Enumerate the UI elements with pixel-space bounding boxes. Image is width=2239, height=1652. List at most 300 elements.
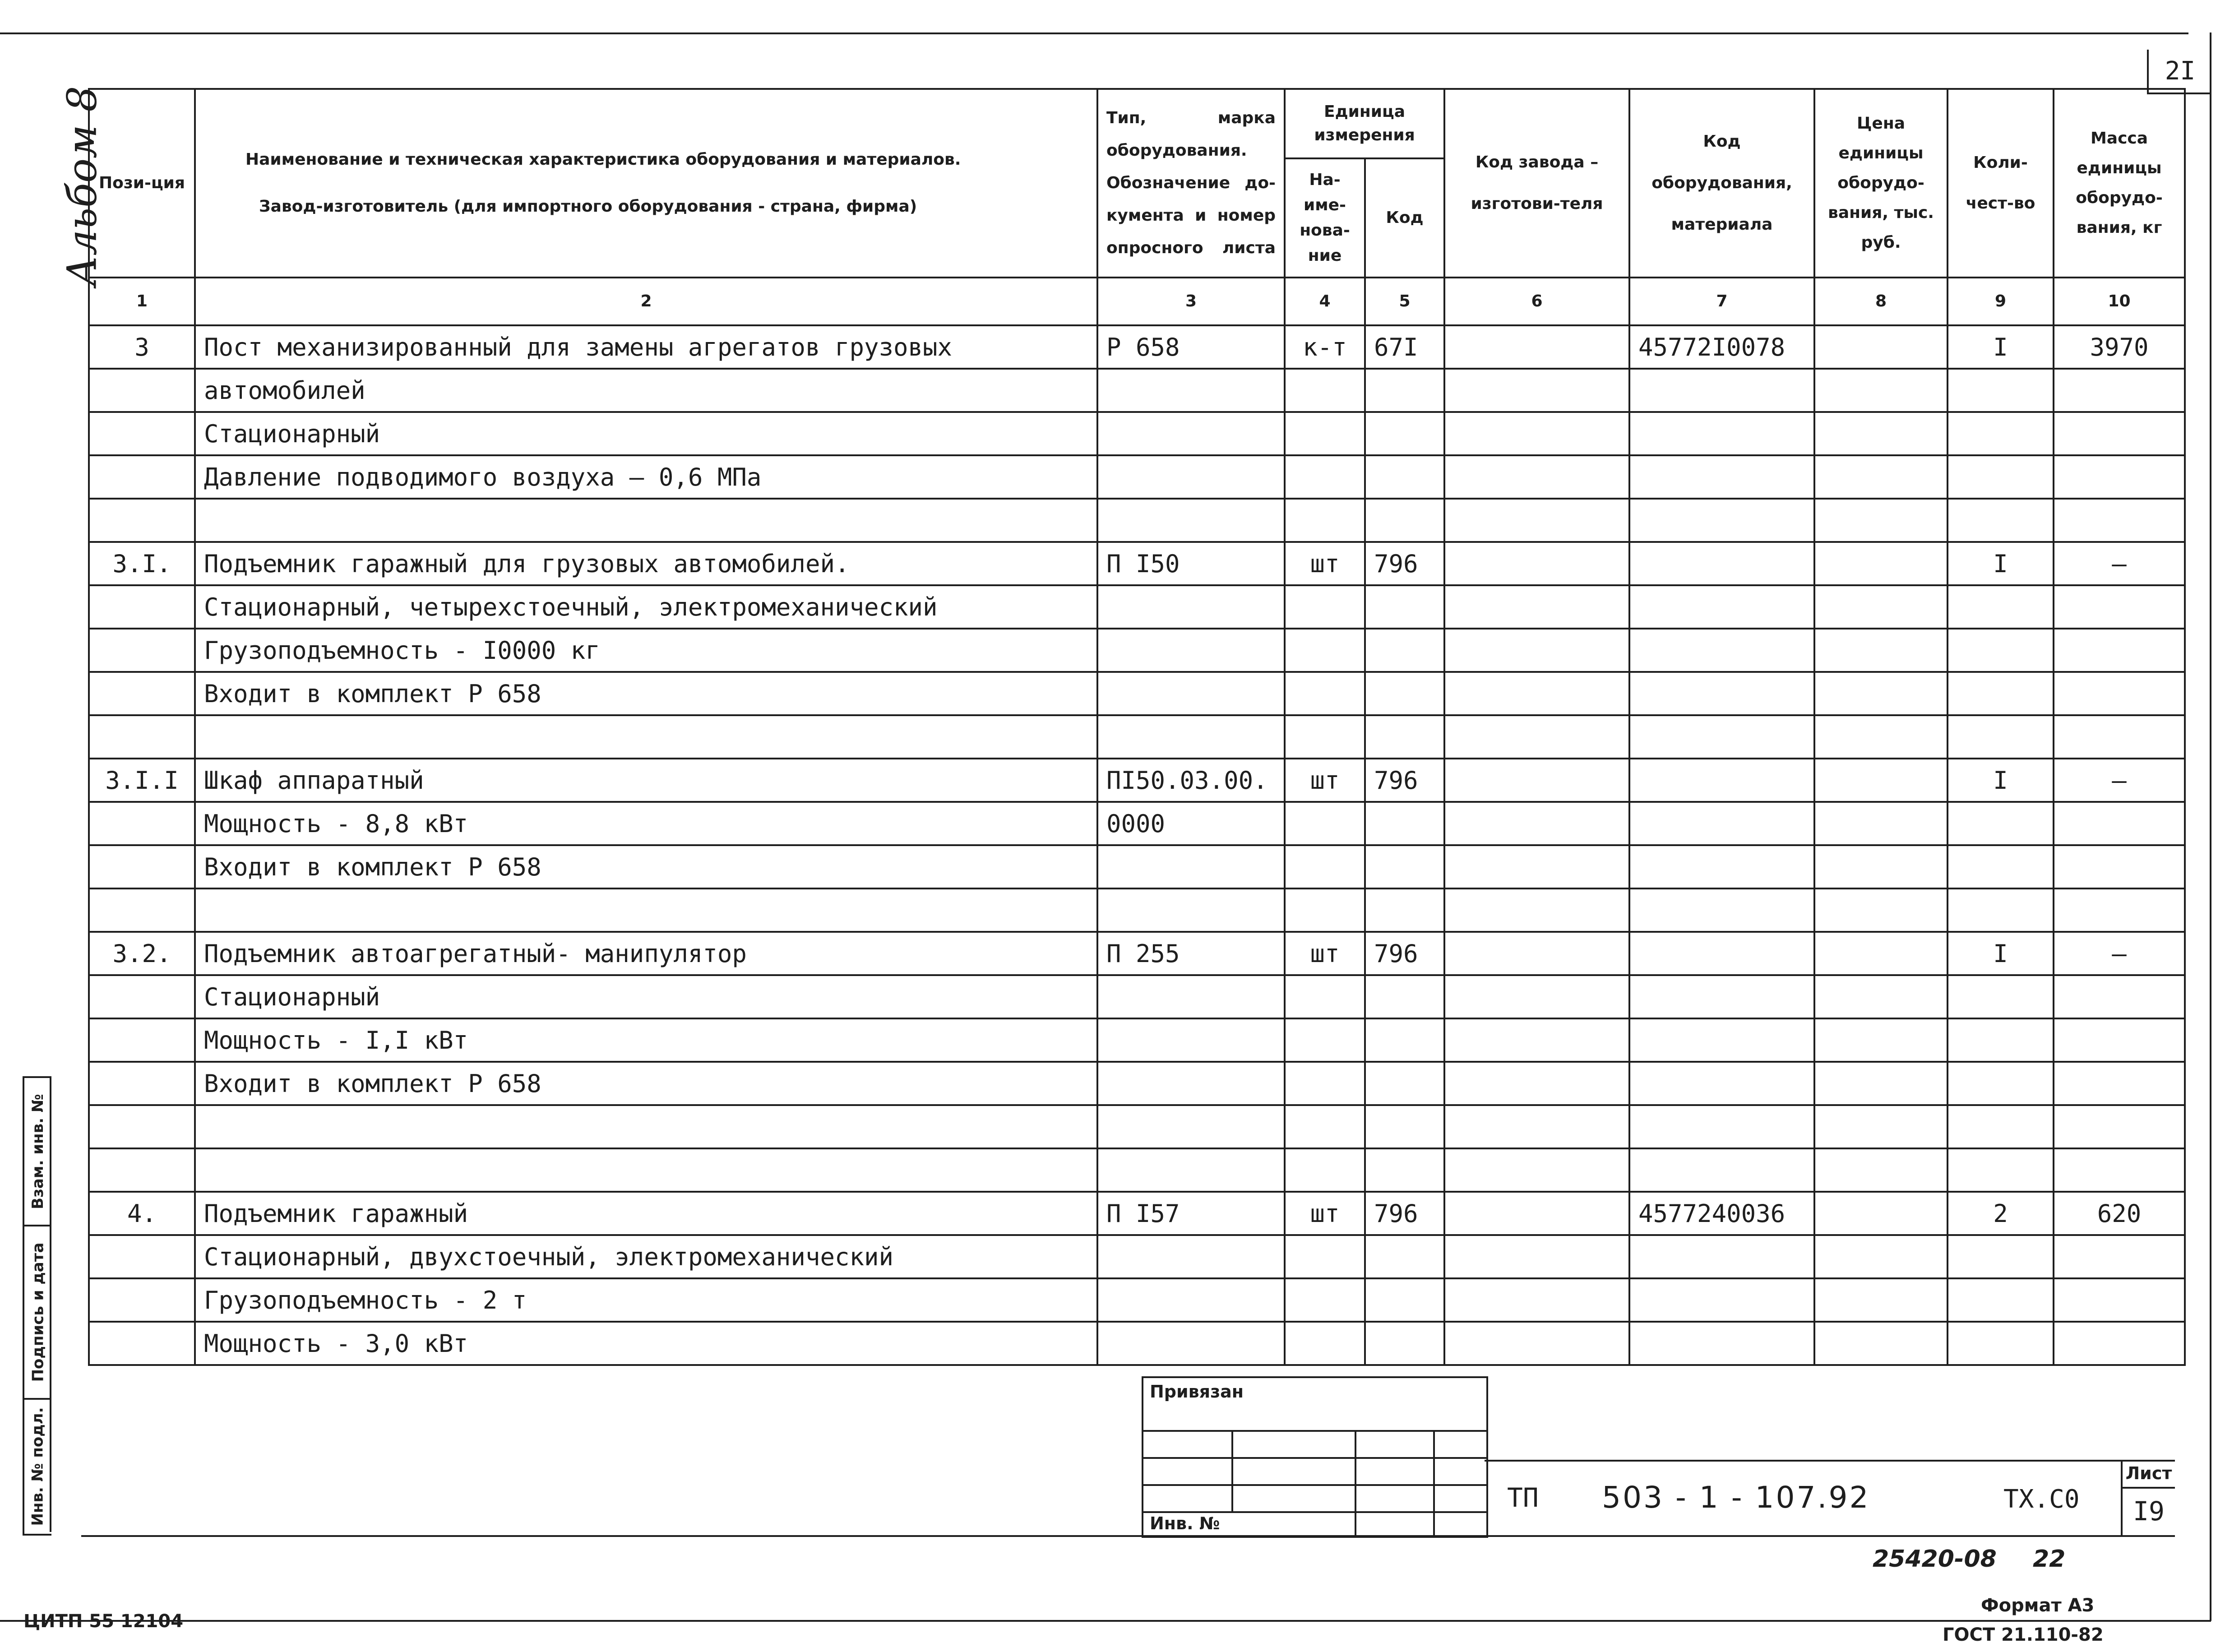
cell-price [1814, 715, 1948, 759]
cell-unit [1285, 845, 1365, 888]
cell-equipment-code [1629, 629, 1814, 672]
cell-position: 3.2. [89, 932, 195, 975]
cell-mass [2054, 845, 2185, 888]
cell-factory-code [1444, 1148, 1629, 1192]
cell-type [1097, 629, 1285, 672]
cell-name: Входит в комплект Р 658 [195, 1062, 1097, 1105]
title-block-designation: 503 - 1 - 107.92 [1602, 1480, 1870, 1515]
cell-price [1814, 325, 1948, 369]
cell-mass: 3970 [2054, 325, 2185, 369]
cell-equipment-code [1629, 1062, 1814, 1105]
cell-type: П 255 [1097, 932, 1285, 975]
cell-name: Подъемник гаражный [195, 1192, 1097, 1235]
cell-factory-code [1444, 1018, 1629, 1062]
header-name-line2: Завод-изготовитель (для импортного оборудования - страна, фирма) [259, 197, 917, 216]
title-block-top-line [1485, 1460, 2175, 1462]
cell-name [195, 1105, 1097, 1148]
cell-unit [1285, 1278, 1365, 1322]
cell-mass [2054, 412, 2185, 455]
cell-equipment-code [1629, 1018, 1814, 1062]
cell-position [89, 845, 195, 888]
table-row [89, 369, 2185, 412]
side-stamp-inner-line [50, 1076, 51, 1532]
cell-equipment-code [1629, 975, 1814, 1018]
cell-quantity [1948, 585, 2054, 629]
header-quantity: Коли-чест-во [1948, 89, 2054, 278]
cell-position: 3.I. [89, 542, 195, 585]
cell-unit [1285, 1322, 1365, 1365]
cell-name: Стационарный, двухстоечный, электромеханический [195, 1235, 1097, 1278]
cell-quantity [1948, 1105, 2054, 1148]
cell-price [1814, 845, 1948, 888]
cell-mass [2054, 802, 2185, 845]
cell-equipment-code [1629, 1105, 1814, 1148]
cell-position [89, 629, 195, 672]
cell-unit [1285, 888, 1365, 932]
table-row [89, 1105, 2185, 1148]
cell-mass [2054, 1322, 2185, 1365]
cell-unit [1285, 455, 1365, 499]
table-row [89, 1018, 2185, 1062]
cell-mass: 620 [2054, 1192, 2185, 1235]
cell-unit: к-т [1285, 325, 1365, 369]
cell-quantity [1948, 715, 2054, 759]
cell-factory-code [1444, 1235, 1629, 1278]
cell-unit: шт [1285, 1192, 1365, 1235]
header-factory-code: Код завода – изготови-теля [1444, 89, 1629, 278]
cell-unit-code [1365, 412, 1444, 455]
cell-mass [2054, 1278, 2185, 1322]
cell-factory-code [1444, 585, 1629, 629]
col-number-9: 9 [1948, 278, 2054, 325]
cell-mass: – [2054, 932, 2185, 975]
title-block-prefix: ТП [1507, 1482, 1539, 1513]
table-row [89, 1192, 2185, 1235]
cell-name: Шкаф аппаратный [195, 759, 1097, 802]
cell-name: Подъемник гаражный для грузовых автомобилей. [195, 542, 1097, 585]
cell-unit-code: 67I [1365, 325, 1444, 369]
cell-mass [2054, 629, 2185, 672]
title-block-sheet-box [2121, 1460, 2175, 1535]
cell-equipment-code [1629, 455, 1814, 499]
cell-type: ПI50.03.00. [1097, 759, 1285, 802]
cell-unit [1285, 1105, 1365, 1148]
cell-price [1814, 1148, 1948, 1192]
cell-name: автомобилей [195, 369, 1097, 412]
cell-name: Стационарный [195, 412, 1097, 455]
cell-unit-code [1365, 455, 1444, 499]
table-row [89, 542, 2185, 585]
cell-price [1814, 1192, 1948, 1235]
cell-position: 3 [89, 325, 195, 369]
cell-type [1097, 499, 1285, 542]
cell-price [1814, 888, 1948, 932]
cell-name: Мощность - I,I кВт [195, 1018, 1097, 1062]
header-position: Пози-ция [89, 89, 195, 278]
archive-number: 25420-08 [1873, 1546, 1997, 1573]
cell-equipment-code [1629, 369, 1814, 412]
cell-price [1814, 369, 1948, 412]
cell-unit-code [1365, 802, 1444, 845]
cell-mass [2054, 1062, 2185, 1105]
cell-name [195, 888, 1097, 932]
cell-name: Входит в комплект Р 658 [195, 672, 1097, 715]
cell-name: Входит в комплект Р 658 [195, 845, 1097, 888]
cell-factory-code [1444, 1278, 1629, 1322]
cell-position [89, 1322, 195, 1365]
cell-quantity [1948, 499, 2054, 542]
binding-inv-label: Инв. № [1150, 1513, 1220, 1533]
cell-unit-code [1365, 1062, 1444, 1105]
col-number-8: 8 [1814, 278, 1948, 325]
cell-name: Грузоподъемность - 2 т [195, 1278, 1097, 1322]
table-row [89, 1278, 2185, 1322]
cell-equipment-code [1629, 585, 1814, 629]
cell-unit: шт [1285, 759, 1365, 802]
cell-unit-code [1365, 845, 1444, 888]
cell-type [1097, 1018, 1285, 1062]
table-row [89, 975, 2185, 1018]
table-row [89, 759, 2185, 802]
cell-type [1097, 715, 1285, 759]
cell-equipment-code [1629, 1148, 1814, 1192]
cell-factory-code [1444, 802, 1629, 845]
cell-type [1097, 369, 1285, 412]
cell-mass [2054, 975, 2185, 1018]
cell-factory-code [1444, 629, 1629, 672]
cell-unit [1285, 715, 1365, 759]
table-bottom-spacer [89, 1365, 2185, 1369]
cell-name [195, 715, 1097, 759]
cell-equipment-code [1629, 1278, 1814, 1322]
cell-factory-code [1444, 932, 1629, 975]
cell-type: П I57 [1097, 1192, 1285, 1235]
cell-quantity [1948, 1148, 2054, 1192]
cell-unit-code [1365, 1322, 1444, 1365]
right-frame [2210, 32, 2211, 1621]
cell-type [1097, 888, 1285, 932]
cell-name: Мощность - 3,0 кВт [195, 1322, 1097, 1365]
cell-unit [1285, 499, 1365, 542]
cell-factory-code [1444, 455, 1629, 499]
table-row [89, 845, 2185, 888]
header-unit-group: Единица измерения [1285, 89, 1444, 158]
cell-unit-code: 796 [1365, 932, 1444, 975]
cell-unit-code: 796 [1365, 1192, 1444, 1235]
cell-position [89, 1278, 195, 1322]
cell-mass [2054, 1018, 2185, 1062]
cell-mass: – [2054, 759, 2185, 802]
cell-factory-code [1444, 888, 1629, 932]
binding-box [1142, 1376, 1488, 1538]
cell-price [1814, 802, 1948, 845]
cell-price [1814, 542, 1948, 585]
cell-name [195, 1148, 1097, 1192]
col-number-6: 6 [1444, 278, 1629, 325]
cell-mass [2054, 1148, 2185, 1192]
cell-factory-code [1444, 325, 1629, 369]
cell-equipment-code [1629, 845, 1814, 888]
side-stamp-original-inv: Инв. № подл. [29, 1407, 47, 1526]
cell-name: Пост механизированный для замены агрегатов грузовых [195, 325, 1097, 369]
cell-unit [1285, 1235, 1365, 1278]
cell-quantity [1948, 1062, 2054, 1105]
cell-factory-code [1444, 542, 1629, 585]
cell-price [1814, 1062, 1948, 1105]
album-label: Альбом 8 [58, 86, 106, 287]
cell-quantity [1948, 369, 2054, 412]
bottom-inner-frame [81, 1535, 2175, 1537]
cell-price [1814, 412, 1948, 455]
cell-unit [1285, 369, 1365, 412]
cell-mass [2054, 499, 2185, 542]
cell-price [1814, 672, 1948, 715]
cell-type: П I50 [1097, 542, 1285, 585]
cell-position [89, 455, 195, 499]
cell-unit [1285, 585, 1365, 629]
cell-quantity [1948, 888, 2054, 932]
header-name [195, 89, 1097, 278]
table-row [89, 629, 2185, 672]
cell-position [89, 1148, 195, 1192]
cell-factory-code [1444, 412, 1629, 455]
cell-factory-code [1444, 715, 1629, 759]
side-stamp-signature-date: Подпись и дата [24, 1226, 51, 1400]
col-number-5: 5 [1365, 278, 1444, 325]
cell-quantity: 2 [1948, 1192, 2054, 1235]
cell-equipment-code: 4577240036 [1629, 1192, 1814, 1235]
cell-type [1097, 1148, 1285, 1192]
cell-unit-code [1365, 1105, 1444, 1148]
cell-unit-code [1365, 1278, 1444, 1322]
cell-position [89, 412, 195, 455]
cell-factory-code [1444, 672, 1629, 715]
cell-equipment-code [1629, 499, 1814, 542]
table-row [89, 1322, 2185, 1365]
col-number-7: 7 [1629, 278, 1814, 325]
format-label: Формат А3 [1981, 1595, 2095, 1616]
table-row [89, 585, 2185, 629]
header-price: Цена единицы оборудо-вания, тыс. руб. [1814, 89, 1948, 278]
cell-unit-code [1365, 975, 1444, 1018]
archive-page: 22 [2033, 1546, 2066, 1573]
cell-factory-code [1444, 1192, 1629, 1235]
cell-type [1097, 975, 1285, 1018]
side-stamp-replacement: Взам. инв. № [24, 1078, 51, 1226]
cell-quantity [1948, 1322, 2054, 1365]
cell-mass [2054, 455, 2185, 499]
cell-type [1097, 1322, 1285, 1365]
cell-unit [1285, 412, 1365, 455]
cell-quantity [1948, 1278, 2054, 1322]
header-type: Тип, марка оборудования. Обозначение до-кумента и номер опросного листа [1097, 89, 1285, 278]
cell-quantity [1948, 412, 2054, 455]
table-row [89, 499, 2185, 542]
cell-price [1814, 629, 1948, 672]
cell-type [1097, 845, 1285, 888]
cell-unit [1285, 629, 1365, 672]
cell-name [195, 499, 1097, 542]
cell-name: Стационарный, четырехстоечный, электромеханический [195, 585, 1097, 629]
cell-equipment-code: 45772I0078 [1629, 325, 1814, 369]
cell-position [89, 1062, 195, 1105]
cell-factory-code [1444, 1062, 1629, 1105]
cell-unit: шт [1285, 932, 1365, 975]
cell-factory-code [1444, 369, 1629, 412]
cell-type [1097, 1062, 1285, 1105]
cell-name: Подъемник автоагрегатный- манипулятор [195, 932, 1097, 975]
cell-equipment-code [1629, 715, 1814, 759]
cell-equipment-code [1629, 1235, 1814, 1278]
table-row [89, 672, 2185, 715]
cell-unit [1285, 1148, 1365, 1192]
cell-quantity [1948, 975, 2054, 1018]
cell-equipment-code [1629, 932, 1814, 975]
cell-position [89, 499, 195, 542]
cell-position [89, 1018, 195, 1062]
specification-body [89, 325, 2185, 1369]
table-row [89, 715, 2185, 759]
cell-name: Грузоподъемность - I0000 кг [195, 629, 1097, 672]
sheet-number-top: 2I [2165, 56, 2196, 86]
side-stamp [23, 1076, 51, 1536]
cell-equipment-code [1629, 672, 1814, 715]
cell-name: Мощность - 8,8 кВт [195, 802, 1097, 845]
col-number-2: 2 [195, 278, 1097, 325]
cell-unit-code [1365, 888, 1444, 932]
cell-factory-code [1444, 975, 1629, 1018]
cell-position: 3.I.I [89, 759, 195, 802]
cell-quantity: I [1948, 325, 2054, 369]
cell-unit-code [1365, 1235, 1444, 1278]
gost-label: ГОСТ 21.110-82 [1943, 1624, 2104, 1645]
cell-unit-code: 796 [1365, 759, 1444, 802]
header-unit-code: Код [1365, 158, 1444, 278]
table-row [89, 932, 2185, 975]
cell-price [1814, 499, 1948, 542]
cell-position [89, 1235, 195, 1278]
cell-quantity [1948, 672, 2054, 715]
cell-mass [2054, 672, 2185, 715]
col-number-10: 10 [2054, 278, 2185, 325]
cell-type: 0000 [1097, 802, 1285, 845]
cell-factory-code [1444, 1105, 1629, 1148]
cell-factory-code [1444, 845, 1629, 888]
table-row [89, 1235, 2185, 1278]
cell-unit-code [1365, 715, 1444, 759]
cell-mass [2054, 369, 2185, 412]
cell-equipment-code [1629, 802, 1814, 845]
cell-position [89, 715, 195, 759]
table-row [89, 1148, 2185, 1192]
cell-position [89, 975, 195, 1018]
header-name-line1: Наименование и техническая характеристика оборудования и материалов. [245, 150, 961, 169]
table-row [89, 455, 2185, 499]
cell-price [1814, 1235, 1948, 1278]
cell-unit-code [1365, 1018, 1444, 1062]
cell-position [89, 585, 195, 629]
cell-mass [2054, 585, 2185, 629]
printer-label: ЦИТП 55 12104 [23, 1611, 184, 1632]
cell-equipment-code [1629, 542, 1814, 585]
cell-quantity [1948, 845, 2054, 888]
cell-quantity: I [1948, 542, 2054, 585]
cell-price [1814, 759, 1948, 802]
cell-position [89, 1105, 195, 1148]
cell-type: Р 658 [1097, 325, 1285, 369]
cell-factory-code [1444, 1322, 1629, 1365]
cell-type [1097, 1278, 1285, 1322]
cell-unit-code [1365, 629, 1444, 672]
cell-quantity: I [1948, 759, 2054, 802]
cell-type [1097, 455, 1285, 499]
cell-mass [2054, 1235, 2185, 1278]
title-block-mark: ТХ.С0 [2003, 1485, 2080, 1514]
cell-mass [2054, 715, 2185, 759]
cell-unit [1285, 1018, 1365, 1062]
cell-unit-code: 796 [1365, 542, 1444, 585]
cell-type [1097, 672, 1285, 715]
table-row [89, 802, 2185, 845]
cell-unit-code [1365, 1148, 1444, 1192]
table-row [89, 1062, 2185, 1105]
cell-unit-code [1365, 499, 1444, 542]
cell-quantity [1948, 1018, 2054, 1062]
cell-name: Давление подводимого воздуха – 0,6 МПа [195, 455, 1097, 499]
binding-label: Привязан [1150, 1382, 1244, 1402]
cell-equipment-code [1629, 412, 1814, 455]
cell-unit: шт [1285, 542, 1365, 585]
col-number-3: 3 [1097, 278, 1285, 325]
header-mass: Масса единицы оборудо-вания, кг [2054, 89, 2185, 278]
cell-quantity: I [1948, 932, 2054, 975]
table-row [89, 888, 2185, 932]
cell-mass: – [2054, 542, 2185, 585]
title-block-sheet-label: Лист [2123, 1460, 2175, 1489]
cell-type [1097, 585, 1285, 629]
cell-price [1814, 932, 1948, 975]
cell-quantity [1948, 1235, 2054, 1278]
cell-position [89, 369, 195, 412]
title-block-sheet-number: I9 [2133, 1496, 2165, 1527]
cell-mass [2054, 1105, 2185, 1148]
col-number-1: 1 [89, 278, 195, 325]
cell-position: 4. [89, 1192, 195, 1235]
table-row [89, 325, 2185, 369]
header-equipment-code: Код оборудования, материала [1629, 89, 1814, 278]
cell-quantity [1948, 455, 2054, 499]
cell-unit-code [1365, 369, 1444, 412]
cell-factory-code [1444, 759, 1629, 802]
header-unit-name: На-име-нова-ние [1285, 158, 1365, 278]
cell-price [1814, 1018, 1948, 1062]
cell-unit-code [1365, 672, 1444, 715]
cell-name: Стационарный [195, 975, 1097, 1018]
cell-mass [2054, 888, 2185, 932]
cell-price [1814, 455, 1948, 499]
top-sheet-edge [0, 32, 2188, 34]
cell-type [1097, 1235, 1285, 1278]
cell-quantity [1948, 802, 2054, 845]
table-row [89, 412, 2185, 455]
cell-quantity [1948, 629, 2054, 672]
cell-position [89, 802, 195, 845]
cell-price [1814, 1105, 1948, 1148]
cell-equipment-code [1629, 888, 1814, 932]
cell-position [89, 888, 195, 932]
col-number-4: 4 [1285, 278, 1365, 325]
cell-position [89, 672, 195, 715]
